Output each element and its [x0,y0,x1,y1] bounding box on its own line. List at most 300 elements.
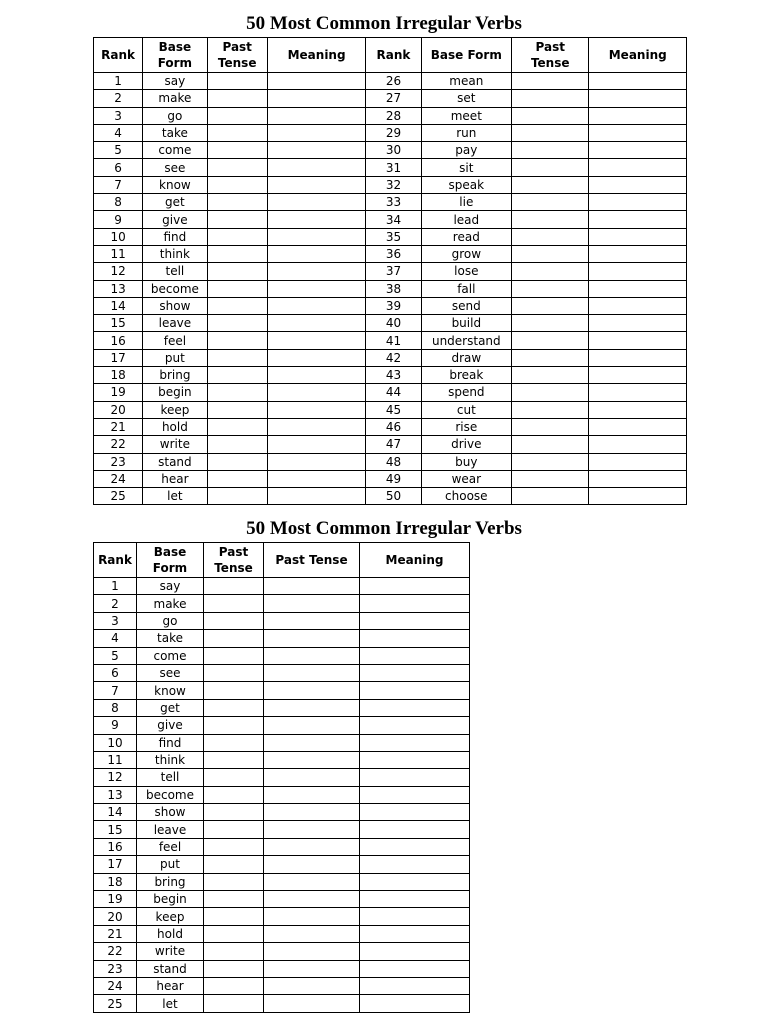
past-tense-answer-cell[interactable] [512,159,589,176]
meaning-answer-cell[interactable] [267,367,365,384]
past-tense-answer-cell[interactable] [512,384,589,401]
past-tense-answer-cell[interactable] [207,90,267,107]
past-tense-answer-cell[interactable] [264,786,360,803]
rank-cell: 33 [366,194,421,211]
past-tense-answer-cell[interactable] [512,245,589,262]
meaning-answer-cell[interactable] [360,786,470,803]
base-form-cell: feel [137,838,204,855]
past-tense-answer-cell[interactable] [512,107,589,124]
table-row [94,73,687,90]
past-tense-answer-cell[interactable] [264,717,360,734]
meaning-answer-cell[interactable] [589,159,687,176]
past-tense-answer-cell[interactable] [512,349,589,366]
past-tense-answer-cell[interactable] [264,943,360,960]
base-form-cell: take [137,630,204,647]
meaning-answer-cell[interactable] [589,315,687,332]
meaning-answer-cell[interactable] [589,142,687,159]
past-tense-answer-cell[interactable] [264,699,360,716]
past-tense-answer-cell[interactable] [512,263,589,280]
base-form-cell: tell [137,769,204,786]
past-tense-answer-cell[interactable] [512,332,589,349]
past-tense-answer-cell[interactable] [512,315,589,332]
meaning-answer-cell[interactable] [267,107,365,124]
past-tense-answer-cell[interactable] [204,734,264,751]
past-tense-answer-cell[interactable] [204,578,264,595]
past-tense-answer-cell[interactable] [204,751,264,768]
base-form-cell: bring [143,367,207,384]
table-row [94,470,687,487]
past-tense-answer-cell[interactable] [204,943,264,960]
past-tense-answer-cell[interactable] [204,925,264,942]
meaning-answer-cell[interactable] [360,891,470,908]
meaning-answer-cell[interactable] [267,418,365,435]
table-row [94,804,470,821]
rank-cell: 8 [94,699,137,716]
meaning-answer-cell[interactable] [360,578,470,595]
past-tense-answer-cell[interactable] [207,488,267,505]
past-tense-answer-cell[interactable] [207,228,267,245]
base-form-cell: make [137,595,204,612]
past-tense-answer-cell[interactable] [264,995,360,1012]
base-form-cell: begin [143,384,207,401]
meaning-answer-cell[interactable] [360,925,470,942]
past-tense-answer-cell[interactable] [512,194,589,211]
meaning-answer-cell[interactable] [267,470,365,487]
past-tense-answer-cell[interactable] [512,176,589,193]
meaning-answer-cell[interactable] [589,245,687,262]
table-row [94,734,470,751]
base-form-cell: hear [143,470,207,487]
rank-cell: 14 [94,297,143,314]
meaning-answer-cell[interactable] [267,315,365,332]
rank-cell: 39 [366,297,421,314]
past-tense-answer-cell[interactable] [207,418,267,435]
past-tense-answer-cell[interactable] [264,821,360,838]
past-tense-answer-cell[interactable] [512,418,589,435]
meaning-answer-cell[interactable] [267,159,365,176]
meaning-answer-cell[interactable] [589,349,687,366]
past-tense-answer-cell[interactable] [204,647,264,664]
rank-cell: 1 [94,73,143,90]
past-tense-answer-cell[interactable] [204,769,264,786]
meaning-answer-cell[interactable] [360,751,470,768]
meaning-answer-cell[interactable] [589,211,687,228]
rank-cell: 5 [94,647,137,664]
past-tense-answer-cell[interactable] [264,925,360,942]
past-tense-answer-cell[interactable] [204,838,264,855]
meaning-answer-cell[interactable] [360,682,470,699]
meaning-answer-cell[interactable] [589,90,687,107]
past-tense-answer-cell[interactable] [512,211,589,228]
table-row [94,349,687,366]
meaning-answer-cell[interactable] [267,142,365,159]
rank-cell: 13 [94,786,137,803]
past-tense-answer-cell[interactable] [264,891,360,908]
past-tense-answer-cell[interactable] [207,470,267,487]
past-tense-answer-cell[interactable] [512,297,589,314]
rank-cell: 45 [366,401,421,418]
past-tense-answer-cell[interactable] [264,804,360,821]
meaning-answer-cell[interactable] [267,488,365,505]
meaning-header: Meaning [589,38,687,73]
meaning-answer-cell[interactable] [267,401,365,418]
past-tense-answer-cell[interactable] [204,873,264,890]
rank-cell: 25 [94,488,143,505]
meaning-answer-cell[interactable] [360,856,470,873]
base-form-cell: choose [421,488,511,505]
rank-cell: 22 [94,436,143,453]
rank-header: Rank [94,543,137,578]
meaning-answer-cell[interactable] [589,332,687,349]
rank-cell: 7 [94,176,143,193]
base-form-header: Base Form [137,543,204,578]
rank-cell: 16 [94,838,137,855]
past-tense-answer-cell[interactable] [512,488,589,505]
rank-cell: 21 [94,925,137,942]
table-row [94,297,687,314]
rank-cell: 12 [94,263,143,280]
meaning-answer-cell[interactable] [267,90,365,107]
meaning-answer-cell[interactable] [267,245,365,262]
base-form-cell: mean [421,73,511,90]
base-form-cell: hold [137,925,204,942]
base-form-cell: become [143,280,207,297]
table-row [94,943,470,960]
rank-cell: 27 [366,90,421,107]
past-tense-answer-cell[interactable] [264,873,360,890]
past-tense-answer-cell[interactable] [207,194,267,211]
past-tense-answer-cell[interactable] [264,630,360,647]
past-tense-answer-cell[interactable] [264,908,360,925]
past-tense-answer-cell[interactable] [204,960,264,977]
base-form-cell: feel [143,332,207,349]
meaning-header: Meaning [267,38,365,73]
table-row [94,194,687,211]
meaning-answer-cell[interactable] [267,194,365,211]
base-form-cell: lose [421,263,511,280]
past-tense-answer-cell[interactable] [204,977,264,994]
past-tense-answer-cell[interactable] [207,124,267,141]
table-row [94,838,470,855]
table-row [94,977,470,994]
meaning-answer-cell[interactable] [360,873,470,890]
past-tense-answer-cell[interactable] [207,211,267,228]
table-row [94,995,470,1012]
table-row [94,211,687,228]
meaning-answer-cell[interactable] [267,453,365,470]
table-row [94,401,687,418]
table-row [94,332,687,349]
meaning-answer-cell[interactable] [589,436,687,453]
past-tense-answer-cell[interactable] [512,470,589,487]
base-form-cell: know [137,682,204,699]
past-tense-answer-cell[interactable] [207,436,267,453]
meaning-answer-cell[interactable] [360,821,470,838]
past-tense-answer-cell[interactable] [207,315,267,332]
table-row [94,873,470,890]
table-row [94,751,470,768]
meaning-answer-cell[interactable] [267,263,365,280]
rank-cell: 23 [94,453,143,470]
base-form-cell: stand [143,453,207,470]
base-form-cell: buy [421,453,511,470]
rank-cell: 19 [94,891,137,908]
base-form-cell: speak [421,176,511,193]
meaning-answer-cell[interactable] [360,804,470,821]
base-form-cell: give [137,717,204,734]
meaning-answer-cell[interactable] [360,630,470,647]
past-tense-answer-cell[interactable] [512,142,589,159]
base-form-cell: find [137,734,204,751]
base-form-cell: get [143,194,207,211]
past-tense-answer-cell[interactable] [512,401,589,418]
base-form-cell: tell [143,263,207,280]
base-form-cell: rise [421,418,511,435]
rank-cell: 2 [94,90,143,107]
past-tense-answer-cell[interactable] [207,263,267,280]
rank-cell: 50 [366,488,421,505]
verbs-table-two-column [93,37,687,505]
past-tense-answer-cell[interactable] [264,769,360,786]
past-tense-answer-cell[interactable] [207,176,267,193]
base-form-cell: leave [137,821,204,838]
past-tense-header: Past Tense [204,543,264,578]
meaning-answer-cell[interactable] [360,908,470,925]
past-tense-answer-cell[interactable] [264,682,360,699]
meaning-answer-cell[interactable] [267,436,365,453]
table-row [94,124,687,141]
meaning-answer-cell[interactable] [267,297,365,314]
past-tense-answer-cell[interactable] [512,280,589,297]
past-tense-answer-cell[interactable] [264,960,360,977]
table-row [94,960,470,977]
past-tense-answer-cell[interactable] [264,838,360,855]
rank-cell: 25 [94,995,137,1012]
meaning-answer-cell[interactable] [589,73,687,90]
meaning-answer-cell[interactable] [267,384,365,401]
past-tense-answer-cell[interactable] [204,908,264,925]
meaning-answer-cell[interactable] [360,664,470,681]
meaning-answer-cell[interactable] [589,124,687,141]
table-row [94,664,470,681]
meaning-answer-cell[interactable] [589,453,687,470]
table-row [94,453,687,470]
past-tense-answer-cell[interactable] [512,124,589,141]
meaning-answer-cell[interactable] [589,176,687,193]
meaning-answer-cell[interactable] [360,769,470,786]
worksheet-title: 50 Most Common Irregular Verbs [246,518,522,539]
rank-cell: 15 [94,821,137,838]
rank-cell: 29 [366,124,421,141]
past-tense-answer-cell[interactable] [204,595,264,612]
meaning-answer-cell[interactable] [360,612,470,629]
rank-cell: 19 [94,384,143,401]
past-tense-answer-cell[interactable] [204,786,264,803]
meaning-answer-cell[interactable] [589,470,687,487]
past-tense-answer-cell[interactable] [207,297,267,314]
meaning-answer-cell[interactable] [589,194,687,211]
past-tense-answer-cell[interactable] [207,367,267,384]
rank-cell: 15 [94,315,143,332]
past-tense-answer-cell[interactable] [264,612,360,629]
meaning-answer-cell[interactable] [360,995,470,1012]
base-form-cell: let [143,488,207,505]
past-tense-answer-cell[interactable] [207,107,267,124]
past-tense-answer-cell[interactable] [204,682,264,699]
meaning-answer-cell[interactable] [589,228,687,245]
past-tense-answer-cell[interactable] [512,73,589,90]
meaning-answer-cell[interactable] [589,488,687,505]
table-row [94,595,470,612]
rank-cell: 11 [94,751,137,768]
table-row [94,925,470,942]
meaning-answer-cell[interactable] [589,297,687,314]
meaning-answer-cell[interactable] [589,367,687,384]
past-tense-answer-cell[interactable] [204,891,264,908]
rank-cell: 32 [366,176,421,193]
past-tense-answer-cell[interactable] [207,384,267,401]
past-tense-answer-cell[interactable] [264,595,360,612]
past-tense-header: Past Tense [264,543,360,578]
rank-cell: 3 [94,107,143,124]
past-tense-answer-cell[interactable] [207,401,267,418]
meaning-answer-cell[interactable] [360,977,470,994]
past-tense-answer-cell[interactable] [512,453,589,470]
table-row [94,856,470,873]
past-tense-answer-cell[interactable] [512,228,589,245]
past-tense-answer-cell[interactable] [512,90,589,107]
meaning-answer-cell[interactable] [267,124,365,141]
rank-cell: 12 [94,769,137,786]
table-row [94,245,687,262]
base-form-cell: think [137,751,204,768]
meaning-answer-cell[interactable] [267,73,365,90]
meaning-answer-cell[interactable] [360,699,470,716]
rank-cell: 4 [94,124,143,141]
past-tense-answer-cell[interactable] [264,734,360,751]
base-form-cell: hold [143,418,207,435]
meaning-answer-cell[interactable] [267,211,365,228]
base-form-cell: lead [421,211,511,228]
past-tense-answer-cell[interactable] [204,630,264,647]
rank-cell: 44 [366,384,421,401]
past-tense-answer-cell[interactable] [207,349,267,366]
past-tense-answer-cell[interactable] [204,699,264,716]
past-tense-answer-cell[interactable] [264,751,360,768]
table-header-row [94,38,687,73]
meaning-answer-cell[interactable] [360,734,470,751]
base-form-cell: say [143,73,207,90]
meaning-header: Meaning [360,543,470,578]
rank-cell: 20 [94,401,143,418]
meaning-answer-cell[interactable] [589,107,687,124]
base-form-cell: write [137,943,204,960]
table-row [94,578,470,595]
base-form-cell: know [143,176,207,193]
meaning-answer-cell[interactable] [267,228,365,245]
table-row [94,142,687,159]
past-tense-answer-cell[interactable] [207,159,267,176]
base-form-cell: hear [137,977,204,994]
rank-cell: 41 [366,332,421,349]
past-tense-answer-cell[interactable] [207,332,267,349]
rank-cell: 17 [94,349,143,366]
past-tense-answer-cell[interactable] [204,856,264,873]
table-row [94,682,470,699]
table-row [94,228,687,245]
past-tense-answer-cell[interactable] [207,245,267,262]
meaning-answer-cell[interactable] [360,838,470,855]
meaning-answer-cell[interactable] [267,332,365,349]
past-tense-answer-cell[interactable] [264,647,360,664]
base-form-cell: make [143,90,207,107]
past-tense-answer-cell[interactable] [204,717,264,734]
table-row [94,418,687,435]
rank-cell: 2 [94,595,137,612]
past-tense-answer-cell[interactable] [264,977,360,994]
base-form-header: Base Form [143,38,207,73]
past-tense-answer-cell[interactable] [207,142,267,159]
past-tense-answer-cell[interactable] [207,453,267,470]
past-tense-answer-cell[interactable] [207,73,267,90]
rank-cell: 11 [94,245,143,262]
base-form-cell: draw [421,349,511,366]
meaning-answer-cell[interactable] [589,418,687,435]
past-tense-answer-cell[interactable] [264,856,360,873]
past-tense-answer-cell[interactable] [207,280,267,297]
rank-cell: 30 [366,142,421,159]
meaning-answer-cell[interactable] [360,595,470,612]
rank-cell: 9 [94,211,143,228]
meaning-answer-cell[interactable] [589,401,687,418]
past-tense-answer-cell[interactable] [512,367,589,384]
past-tense-answer-cell[interactable] [204,821,264,838]
meaning-answer-cell[interactable] [360,960,470,977]
base-form-cell: bring [137,873,204,890]
past-tense-answer-cell[interactable] [204,804,264,821]
past-tense-answer-cell[interactable] [264,578,360,595]
rank-cell: 35 [366,228,421,245]
rank-cell: 46 [366,418,421,435]
rank-cell: 6 [94,664,137,681]
base-form-cell: break [421,367,511,384]
meaning-answer-cell[interactable] [360,717,470,734]
meaning-answer-cell[interactable] [267,176,365,193]
base-form-cell: run [421,124,511,141]
rank-cell: 37 [366,263,421,280]
rank-cell: 8 [94,194,143,211]
meaning-answer-cell[interactable] [267,280,365,297]
rank-cell: 4 [94,630,137,647]
meaning-answer-cell[interactable] [589,384,687,401]
meaning-answer-cell[interactable] [360,647,470,664]
meaning-answer-cell[interactable] [360,943,470,960]
meaning-answer-cell[interactable] [589,280,687,297]
past-tense-answer-cell[interactable] [204,995,264,1012]
base-form-cell: put [143,349,207,366]
meaning-answer-cell[interactable] [589,263,687,280]
base-form-cell: give [143,211,207,228]
meaning-answer-cell[interactable] [267,349,365,366]
past-tense-answer-cell[interactable] [264,664,360,681]
past-tense-answer-cell[interactable] [204,612,264,629]
past-tense-answer-cell[interactable] [512,436,589,453]
table-row [94,367,687,384]
rank-cell: 24 [94,977,137,994]
base-form-cell: stand [137,960,204,977]
rank-cell: 31 [366,159,421,176]
past-tense-answer-cell[interactable] [204,664,264,681]
